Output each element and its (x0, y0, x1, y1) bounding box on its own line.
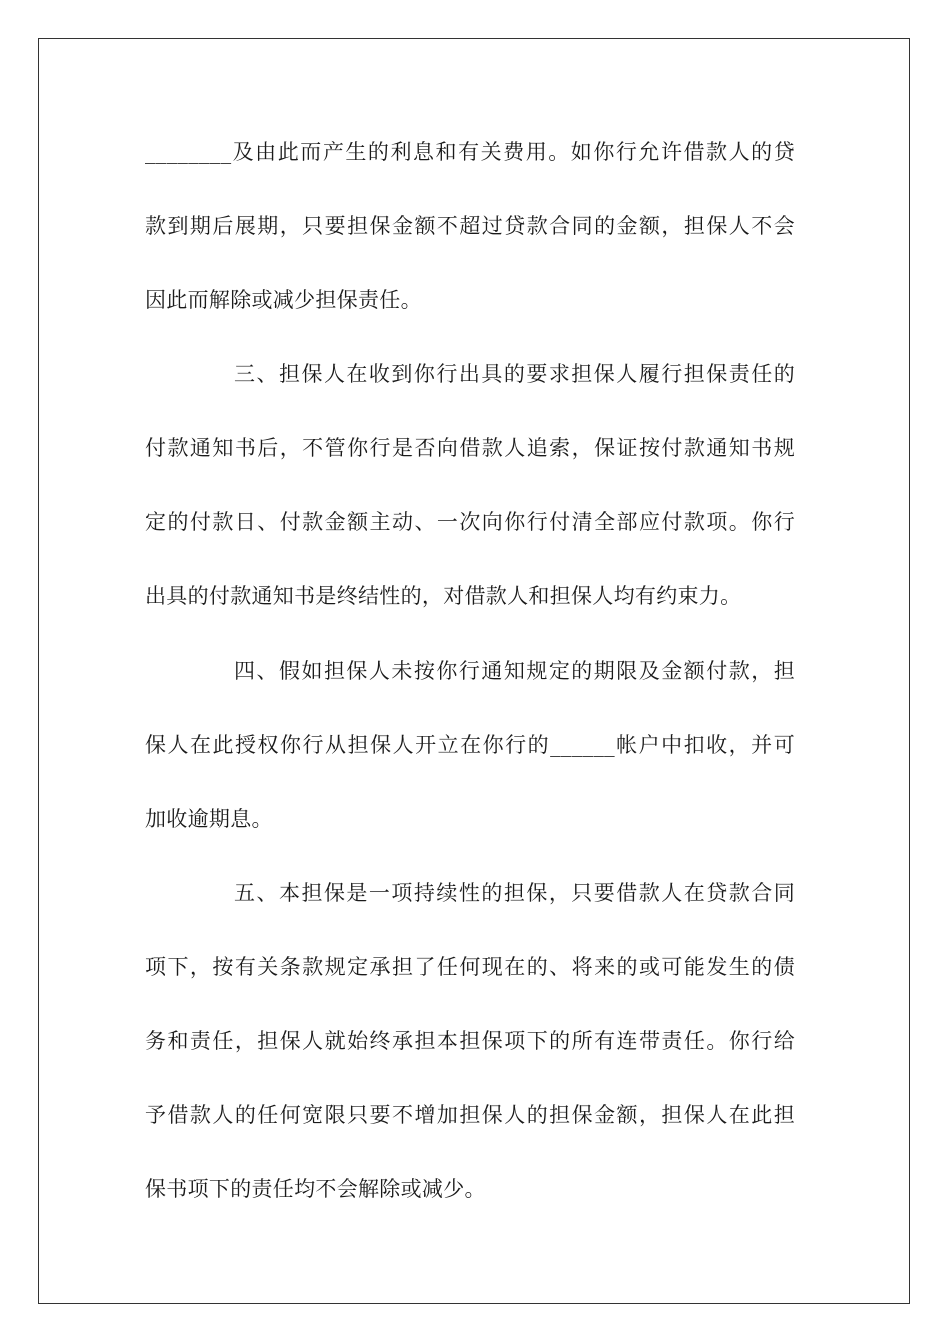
paragraph-5-line-4: 予借款人的任何宽限只要不增加担保人的担保金额，担保人在此担 (145, 1103, 795, 1127)
paragraph-2-line-1: ________及由此而产生的利息和有关费用。如你行允许借款人的贷 (145, 140, 795, 164)
paragraph-3-line-4: 出具的付款通知书是终结性的，对借款人和担保人均有约束力。 (145, 584, 742, 608)
paragraph-2-line-2: 款到期后展期，只要担保金额不超过贷款合同的金额，担保人不会 (145, 214, 795, 238)
paragraph-5-line-3: 务和责任，担保人就始终承担本担保项下的所有连带责任。你行给 (145, 1029, 795, 1053)
paragraph-4-line-1: 四、假如担保人未按你行通知规定的期限及金额付款，担 (234, 659, 795, 683)
paragraph-5-line-2: 项下，按有关条款规定承担了任何现在的、将来的或可能发生的债 (145, 955, 795, 979)
paragraph-3-line-1: 三、担保人在收到你行出具的要求担保人履行担保责任的 (234, 362, 795, 386)
paragraph-3-line-3: 定的付款日、付款金额主动、一次向你行付清全部应付款项。你行 (145, 510, 795, 534)
paragraph-5-line-1: 五、本担保是一项持续性的担保，只要借款人在贷款合同 (234, 881, 795, 905)
paragraph-4-line-3: 加收逾期息。 (145, 807, 273, 831)
paragraph-2-line-3: 因此而解除或减少担保责任。 (145, 288, 422, 312)
paragraph-5-line-5: 保书项下的责任均不会解除或减少。 (145, 1177, 486, 1201)
paragraph-3-line-2: 付款通知书后，不管你行是否向借款人追索，保证按付款通知书规 (145, 436, 795, 460)
paragraph-4-line-2: 保人在此授权你行从担保人开立在你行的______帐户中扣收，并可 (145, 733, 795, 757)
